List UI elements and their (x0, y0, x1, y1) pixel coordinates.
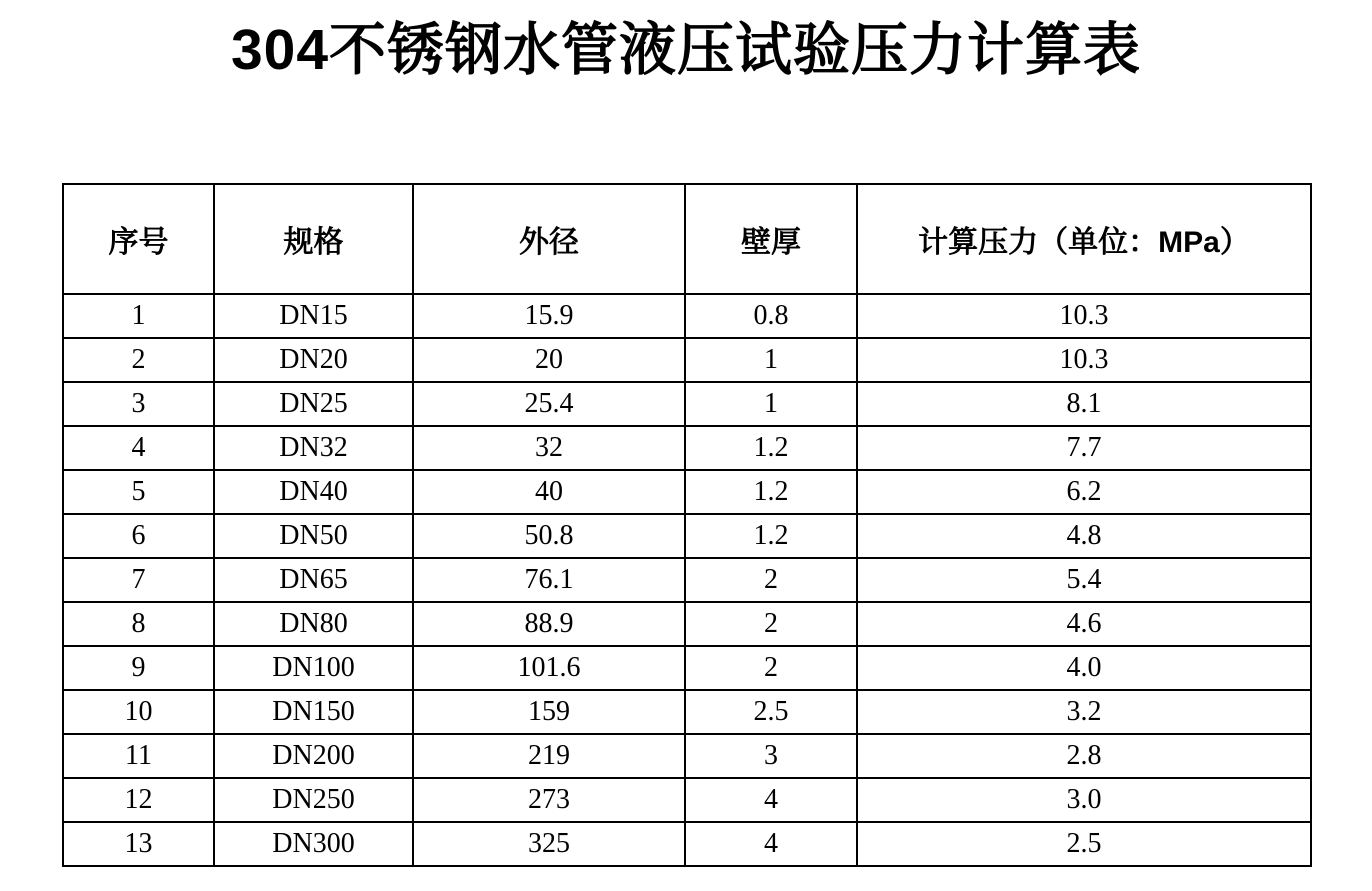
table-row (63, 734, 1311, 778)
cell-index: 10 (63, 690, 214, 734)
cell-outer-diameter: 101.6 (413, 646, 685, 690)
cell-calc-pressure: 2.5 (857, 822, 1311, 866)
table-row (63, 558, 1311, 602)
cell-outer-diameter: 76.1 (413, 558, 685, 602)
cell-index: 11 (63, 734, 214, 778)
pressure-table (62, 183, 1312, 867)
cell-outer-diameter: 40 (413, 470, 685, 514)
cell-calc-pressure: 3.2 (857, 690, 1311, 734)
cell-index: 2 (63, 338, 214, 382)
cell-spec: DN65 (214, 558, 413, 602)
cell-index: 1 (63, 294, 214, 338)
header-spec: 规格 (214, 184, 413, 294)
cell-calc-pressure: 10.3 (857, 294, 1311, 338)
table-row (63, 690, 1311, 734)
cell-index: 12 (63, 778, 214, 822)
cell-spec: DN80 (214, 602, 413, 646)
cell-wall-thickness: 1 (685, 382, 857, 426)
cell-spec: DN40 (214, 470, 413, 514)
cell-wall-thickness: 1.2 (685, 514, 857, 558)
header-index: 序号 (63, 184, 214, 294)
cell-spec: DN20 (214, 338, 413, 382)
table-row (63, 514, 1311, 558)
table-header-row (63, 184, 1311, 294)
cell-outer-diameter: 25.4 (413, 382, 685, 426)
table-body (63, 294, 1311, 866)
table-row (63, 294, 1311, 338)
cell-outer-diameter: 88.9 (413, 602, 685, 646)
cell-spec: DN32 (214, 426, 413, 470)
cell-index: 6 (63, 514, 214, 558)
table-row (63, 646, 1311, 690)
cell-calc-pressure: 3.0 (857, 778, 1311, 822)
table-row (63, 778, 1311, 822)
cell-spec: DN50 (214, 514, 413, 558)
cell-calc-pressure: 8.1 (857, 382, 1311, 426)
cell-outer-diameter: 50.8 (413, 514, 685, 558)
cell-calc-pressure: 2.8 (857, 734, 1311, 778)
cell-calc-pressure: 7.7 (857, 426, 1311, 470)
cell-spec: DN300 (214, 822, 413, 866)
header-wall-thickness: 壁厚 (685, 184, 857, 294)
cell-calc-pressure: 4.8 (857, 514, 1311, 558)
cell-outer-diameter: 32 (413, 426, 685, 470)
cell-outer-diameter: 159 (413, 690, 685, 734)
cell-outer-diameter: 20 (413, 338, 685, 382)
header-calc-pressure: 计算压力（单位：MPa） (857, 184, 1311, 294)
cell-calc-pressure: 6.2 (857, 470, 1311, 514)
table-row (63, 470, 1311, 514)
header-outer-diameter: 外径 (413, 184, 685, 294)
cell-wall-thickness: 1.2 (685, 426, 857, 470)
cell-index: 13 (63, 822, 214, 866)
cell-wall-thickness: 1 (685, 338, 857, 382)
cell-spec: DN25 (214, 382, 413, 426)
cell-outer-diameter: 325 (413, 822, 685, 866)
cell-wall-thickness: 3 (685, 734, 857, 778)
cell-calc-pressure: 4.0 (857, 646, 1311, 690)
table-row (63, 382, 1311, 426)
cell-calc-pressure: 5.4 (857, 558, 1311, 602)
cell-calc-pressure: 4.6 (857, 602, 1311, 646)
page-title: 304不锈钢水管液压试验压力计算表 (230, 18, 1142, 82)
cell-spec: DN200 (214, 734, 413, 778)
cell-outer-diameter: 219 (413, 734, 685, 778)
cell-wall-thickness: 2 (685, 558, 857, 602)
cell-outer-diameter: 15.9 (413, 294, 685, 338)
cell-spec: DN250 (214, 778, 413, 822)
cell-wall-thickness: 2.5 (685, 690, 857, 734)
cell-spec: DN100 (214, 646, 413, 690)
cell-wall-thickness: 4 (685, 778, 857, 822)
cell-spec: DN150 (214, 690, 413, 734)
table-row (63, 602, 1311, 646)
table-row (63, 338, 1311, 382)
cell-wall-thickness: 4 (685, 822, 857, 866)
cell-outer-diameter: 273 (413, 778, 685, 822)
cell-index: 8 (63, 602, 214, 646)
cell-wall-thickness: 0.8 (685, 294, 857, 338)
cell-index: 4 (63, 426, 214, 470)
table-row (63, 822, 1311, 866)
cell-index: 7 (63, 558, 214, 602)
cell-index: 5 (63, 470, 214, 514)
cell-index: 3 (63, 382, 214, 426)
cell-wall-thickness: 2 (685, 602, 857, 646)
table-row (63, 426, 1311, 470)
cell-wall-thickness: 1.2 (685, 470, 857, 514)
cell-calc-pressure: 10.3 (857, 338, 1311, 382)
cell-index: 9 (63, 646, 214, 690)
cell-spec: DN15 (214, 294, 413, 338)
cell-wall-thickness: 2 (685, 646, 857, 690)
